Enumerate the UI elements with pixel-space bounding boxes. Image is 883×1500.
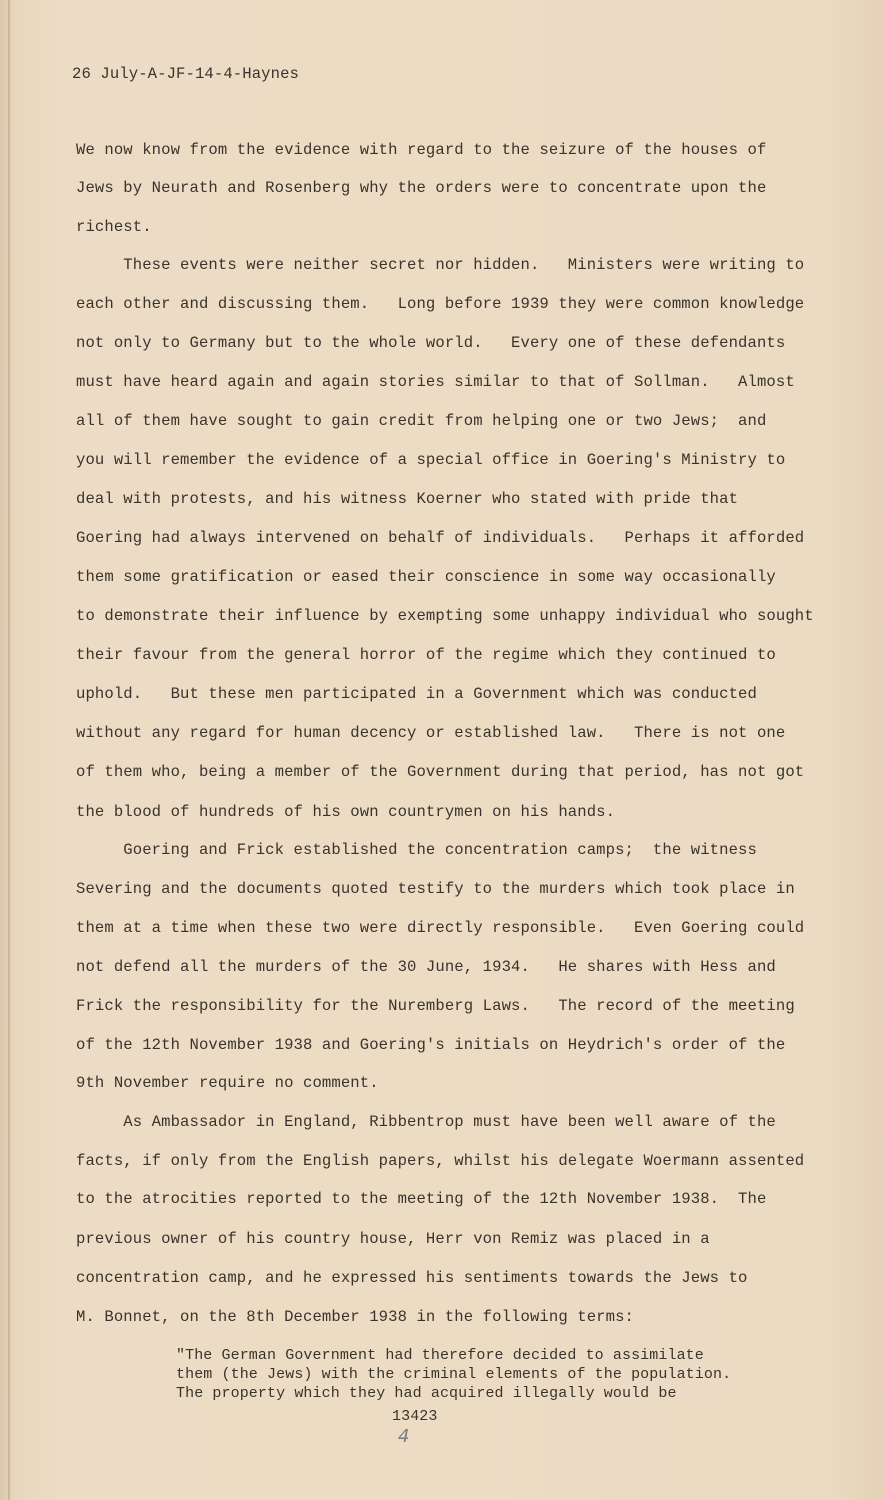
paragraph-line: not defend all the murders of the 30 June, 1934. He shares with Hess and: [76, 958, 776, 976]
paragraph-line: them at a time when these two were directly responsible. Even Goering could: [76, 919, 805, 937]
quote-line: "The German Government had therefore decided to assimilate: [176, 1347, 704, 1364]
paragraph-line: As Ambassador in England, Ribbentrop must have been well aware of the: [76, 1113, 776, 1131]
paragraph-line: not only to Germany but to the whole world. Every one of these defendants: [76, 334, 786, 352]
paragraph-line: uphold. But these men participated in a Government which was conducted: [76, 685, 757, 703]
paragraph-line: We now know from the evidence with regard to the seizure of the houses of: [76, 141, 767, 159]
paragraph-line: These events were neither secret nor hidden. Ministers were writing to: [76, 256, 805, 274]
paragraph-line: Jews by Neurath and Rosenberg why the orders were to concentrate upon the: [76, 179, 767, 197]
paragraph-line: Goering and Frick established the concentration camps; the witness: [76, 841, 757, 859]
quote-line: The property which they had acquired illegally would be: [176, 1385, 677, 1402]
page-number: 13423: [392, 1408, 438, 1425]
paragraph-line: them some gratification or eased their conscience in some way occasionally: [76, 568, 776, 586]
page-edge: [8, 0, 10, 1500]
paragraph-line: richest.: [76, 218, 152, 236]
paragraph-line: deal with protests, and his witness Koerner who stated with pride that: [76, 490, 739, 508]
paragraph-line: to demonstrate their influence by exempting some unhappy individual who sought: [76, 607, 814, 625]
paragraph-line: M. Bonnet, on the 8th December 1938 in the following terms:: [76, 1308, 635, 1326]
paragraph-line: facts, if only from the English papers, whilst his delegate Woermann assented: [76, 1152, 805, 1170]
paragraph-line: you will remember the evidence of a special office in Goering's Ministry to: [76, 451, 786, 469]
paragraph-line: of them who, being a member of the Government during that period, has not got: [76, 763, 805, 781]
paragraph-line: to the atrocities reported to the meeting of the 12th November 1938. The: [76, 1190, 767, 1208]
paragraph-line: the blood of hundreds of his own countrymen on his hands.: [76, 803, 616, 821]
paragraph-line: without any regard for human decency or established law. There is not one: [76, 724, 786, 742]
quote-line: them (the Jews) with the criminal elements of the population.: [176, 1366, 732, 1383]
document-header: 26 July-A-JF-14-4-Haynes: [72, 65, 299, 83]
paragraph-line: of the 12th November 1938 and Goering's initials on Heydrich's order of the: [76, 1036, 786, 1054]
paragraph-line: must have heard again and again stories similar to that of Sollman. Almost: [76, 373, 795, 391]
paragraph-line: Severing and the documents quoted testify to the murders which took place in: [76, 880, 795, 898]
paragraph-line: each other and discussing them. Long before 1939 they were common knowledge: [76, 295, 805, 313]
paragraph-line: all of them have sought to gain credit from helping one or two Jews; and: [76, 412, 767, 430]
paragraph-line: their favour from the general horror of the regime which they continued to: [76, 646, 776, 664]
paragraph-line: 9th November require no comment.: [76, 1074, 379, 1092]
paragraph-line: previous owner of his country house, Herr von Remiz was placed in a: [76, 1230, 710, 1248]
paragraph-line: Goering had always intervened on behalf of individuals. Perhaps it afforded: [76, 529, 805, 547]
paragraph-line: Frick the responsibility for the Nuremberg Laws. The record of the meeting: [76, 997, 795, 1015]
handwritten-page-number: 4: [398, 1426, 410, 1447]
paragraph-line: concentration camp, and he expressed his sentiments towards the Jews to: [76, 1269, 748, 1287]
